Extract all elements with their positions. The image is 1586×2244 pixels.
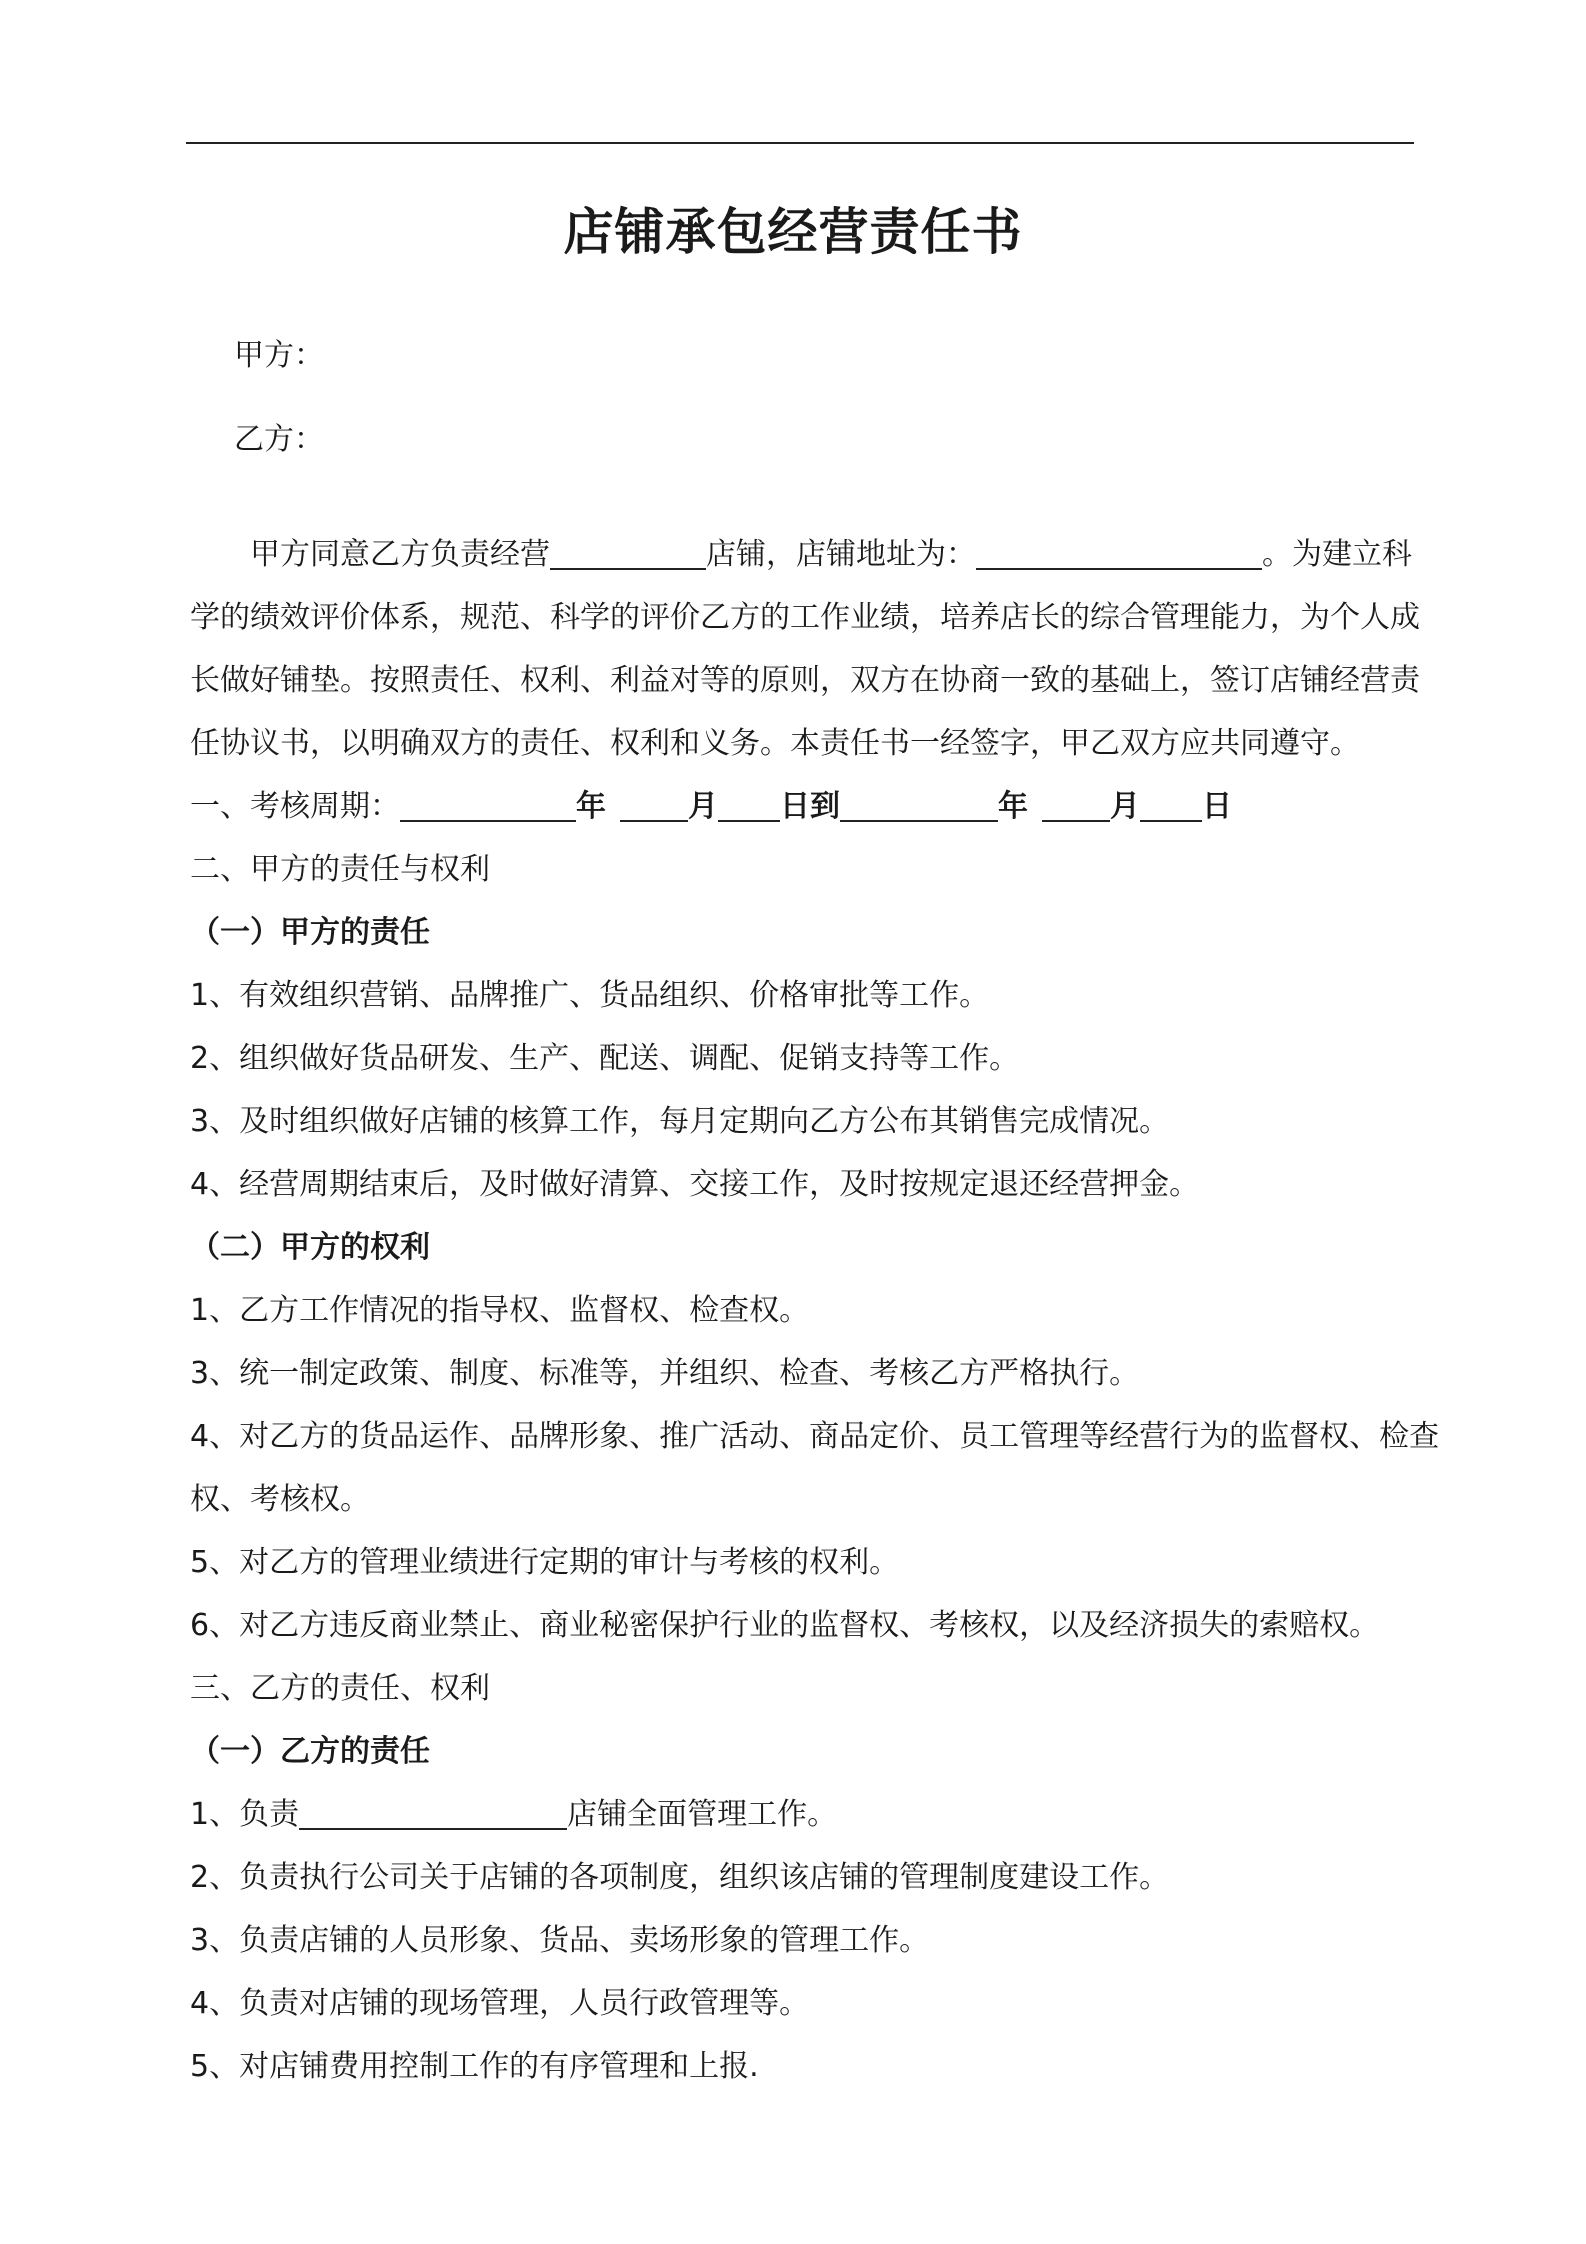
list-item: 1、乙方工作情况的指导权、监督权、检查权。 — [190, 1293, 810, 1328]
intro-line-3: 长做好铺垫。按照责任、权利、利益对等的原则，双方在协商一致的基础上，签订店铺经营责 — [190, 663, 1420, 698]
document-title: 店铺承包经营责任书 — [563, 203, 1023, 261]
intro-text: 甲方同意乙方负责经营 — [250, 537, 550, 572]
end-year-blank — [840, 788, 998, 822]
party-b-label: 乙方： — [234, 422, 324, 457]
period-line — [190, 785, 1232, 829]
section-3-sub-1: （一）乙方的责任 — [190, 1734, 430, 1769]
list-item: 1、有效组织营销、品牌推广、货品组织、价格审批等工作。 — [190, 978, 990, 1013]
intro-text: 。为建立科 — [1262, 537, 1412, 572]
intro-line-2: 学的绩效评价体系，规范、科学的评价乙方的工作业绩，培养店长的综合管理能力，为个人成 — [190, 600, 1420, 635]
item-text: 1、负责 — [190, 1797, 300, 1832]
list-item-continuation: 权、考核权。 — [190, 1482, 370, 1517]
intro-line-1 — [250, 533, 1412, 577]
list-item: 2、负责执行公司关于店铺的各项制度，组织该店铺的管理制度建设工作。 — [190, 1860, 1170, 1895]
intro-text: 店铺，店铺地址为： — [706, 537, 976, 572]
list-item: 6、对乙方违反商业禁止、商业秘密保护行业的监督权、考核权，以及经济损失的索赔权。 — [190, 1608, 1380, 1643]
start-day-blank — [718, 788, 780, 822]
list-item: 3、及时组织做好店铺的核算工作，每月定期向乙方公布其销售完成情况。 — [190, 1104, 1170, 1139]
header-rule — [186, 142, 1414, 144]
list-item: 2、组织做好货品研发、生产、配送、调配、促销支持等工作。 — [190, 1041, 1020, 1076]
item-text: 店铺全面管理工作。 — [567, 1797, 838, 1832]
day-text: 日 — [1202, 789, 1232, 824]
list-item: 4、负责对店铺的现场管理，人员行政管理等。 — [190, 1986, 810, 2021]
section-2-sub-1: （一）甲方的责任 — [190, 915, 430, 950]
list-item: 3、负责店铺的人员形象、货品、卖场形象的管理工作。 — [190, 1923, 930, 1958]
list-item: 3、统一制定政策、制度、标准等，并组织、检查、考核乙方严格执行。 — [190, 1356, 1140, 1391]
end-month-blank — [1042, 788, 1110, 822]
list-item: 5、对乙方的管理业绩进行定期的审计与考核的权利。 — [190, 1545, 900, 1580]
section-2-heading: 二、甲方的责任与权利 — [190, 852, 490, 887]
list-item: 5、对店铺费用控制工作的有序管理和上报. — [190, 2049, 759, 2084]
shop-name-blank — [299, 1796, 567, 1830]
month-text: 月 — [688, 789, 718, 824]
list-item — [190, 1793, 837, 1837]
party-a-label: 甲方： — [234, 338, 324, 373]
start-month-blank — [620, 788, 688, 822]
period-label: 一、考核周期： — [190, 789, 400, 824]
year-text: 年 — [998, 789, 1028, 824]
year-text: 年 — [576, 789, 606, 824]
end-day-blank — [1140, 788, 1202, 822]
day-to-text: 日到 — [780, 789, 840, 824]
list-item: 4、对乙方的货品运作、品牌形象、推广活动、商品定价、员工管理等经营行为的监督权、检查 — [190, 1419, 1440, 1454]
shop-name-blank — [550, 536, 706, 570]
month-text: 月 — [1110, 789, 1140, 824]
section-2-sub-2: （二）甲方的权利 — [190, 1230, 430, 1265]
shop-address-blank — [976, 536, 1262, 570]
start-year-blank — [400, 788, 576, 822]
intro-line-4: 任协议书，以明确双方的责任、权利和义务。本责任书一经签字，甲乙双方应共同遵守。 — [190, 726, 1360, 761]
list-item: 4、经营周期结束后，及时做好清算、交接工作，及时按规定退还经营押金。 — [190, 1167, 1200, 1202]
section-3-heading: 三、乙方的责任、权利 — [190, 1671, 490, 1706]
